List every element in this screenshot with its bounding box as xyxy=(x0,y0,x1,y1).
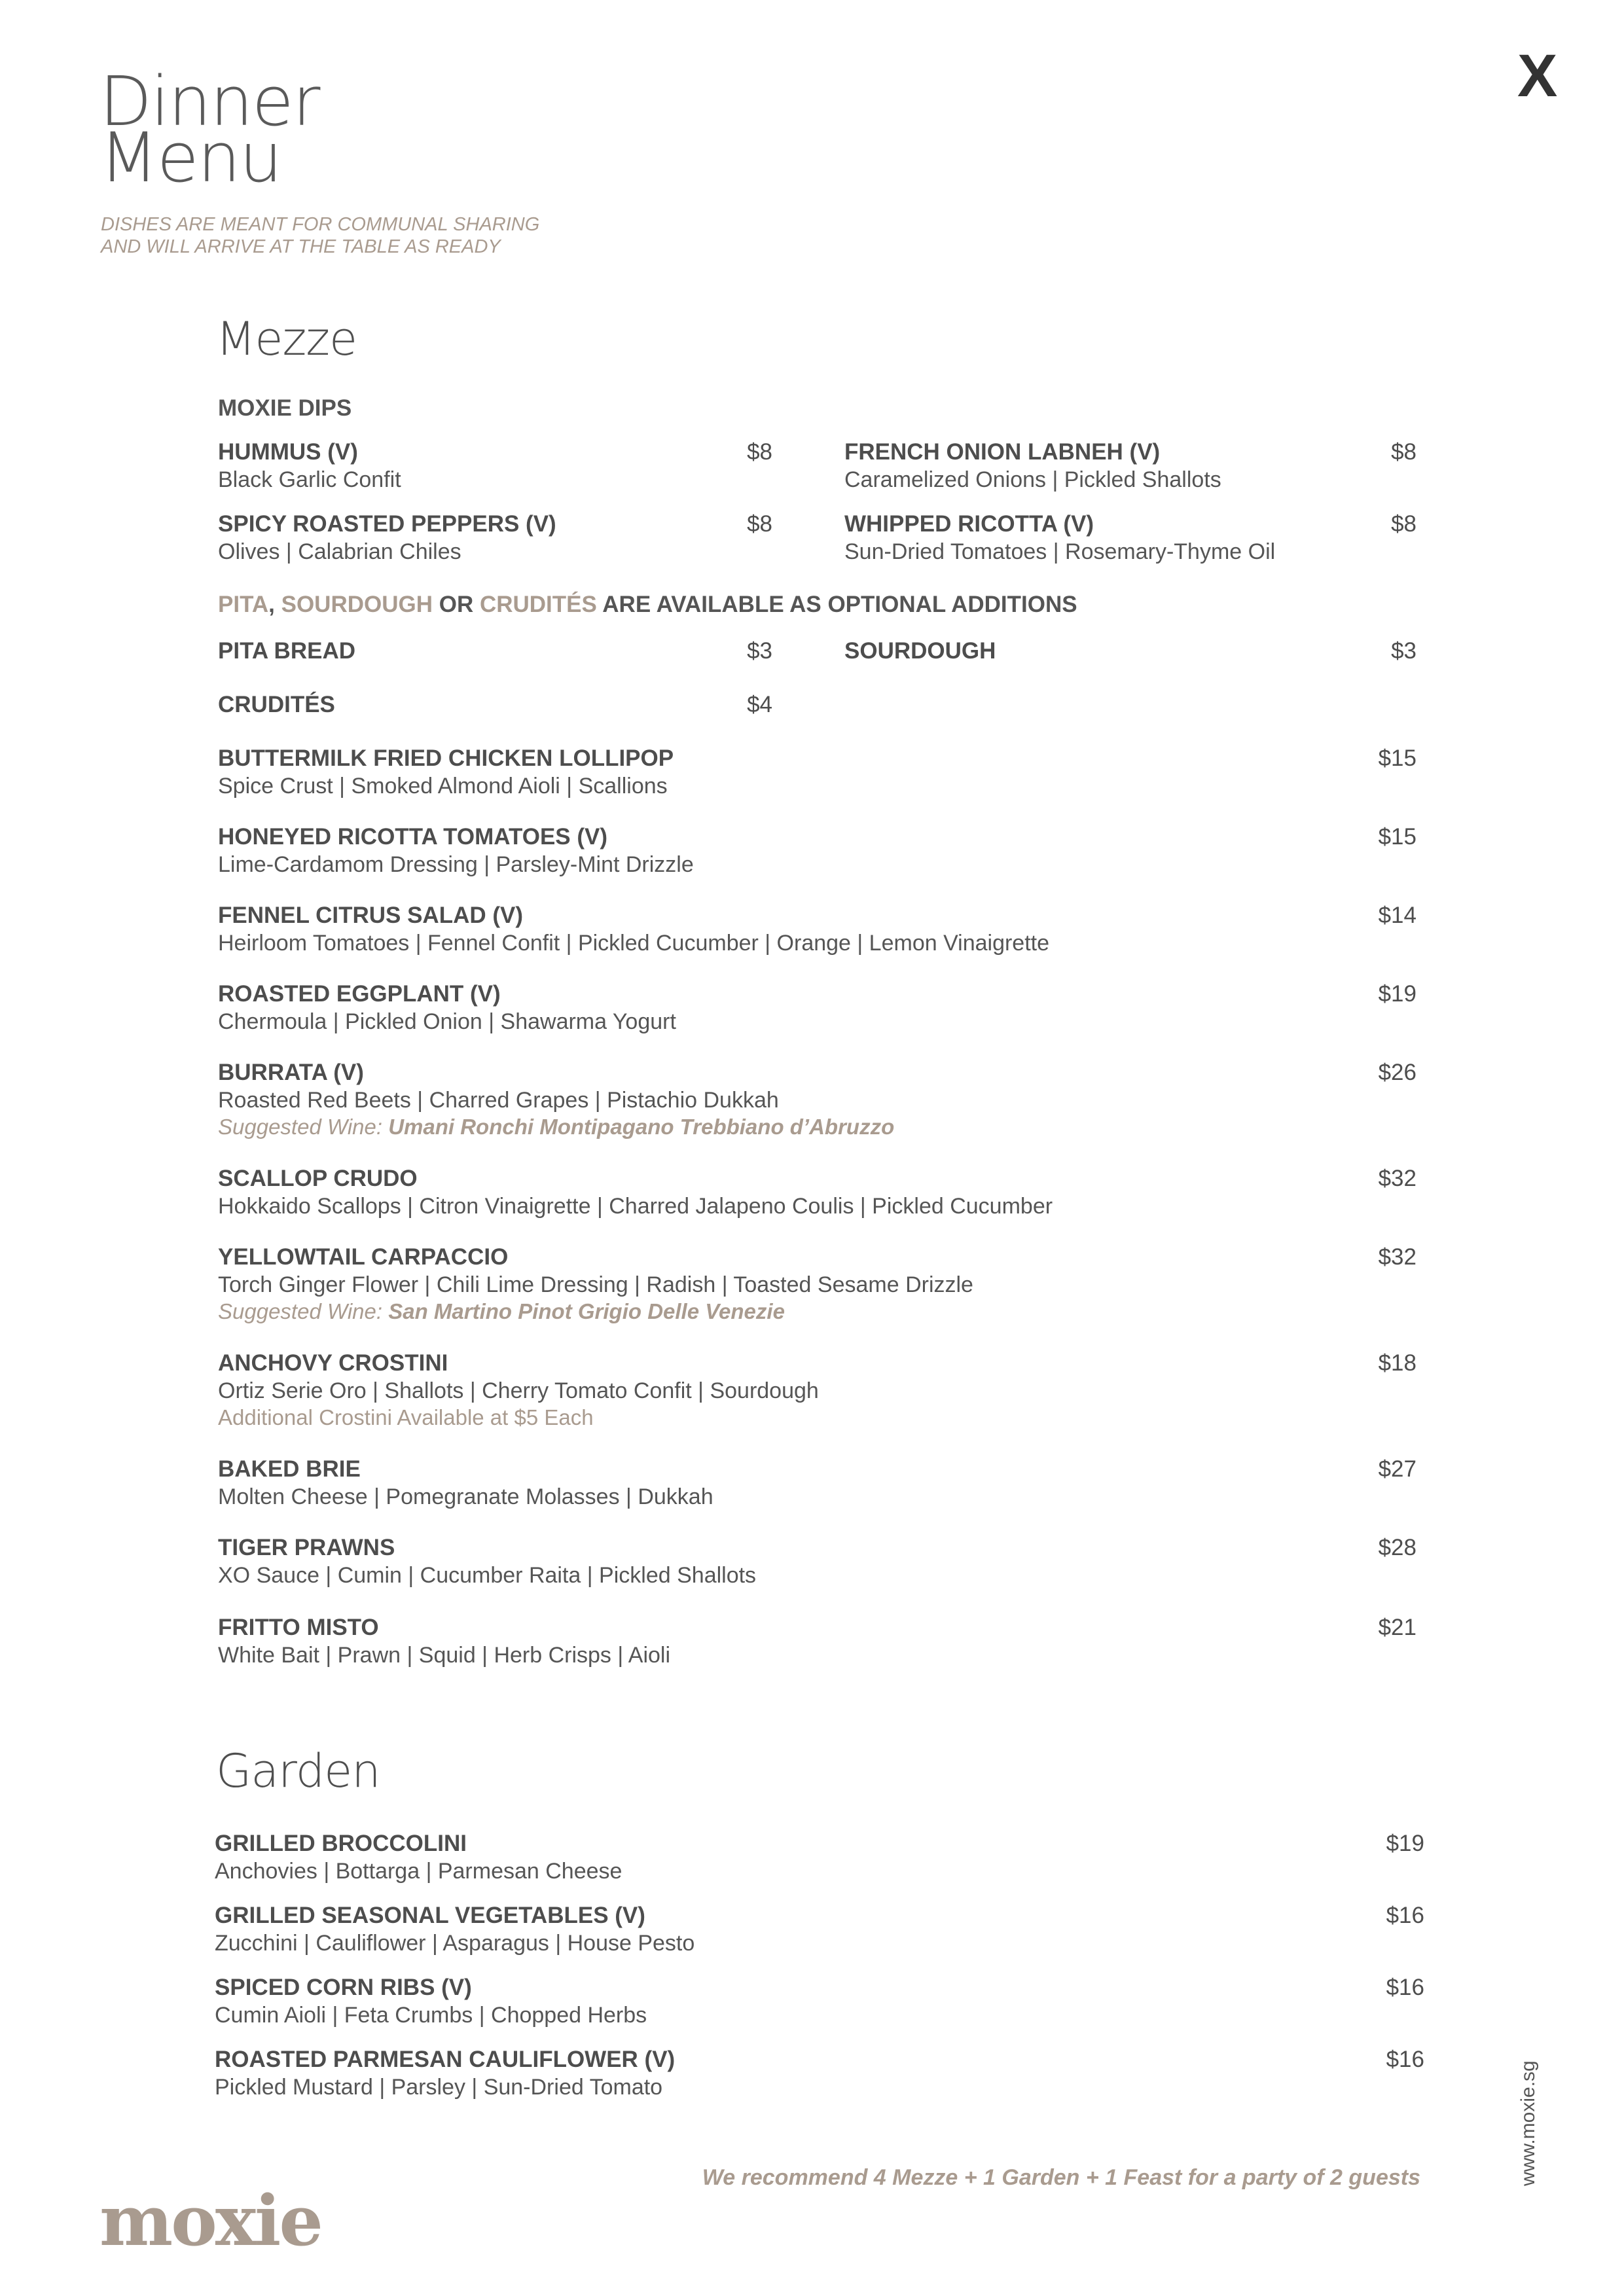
menu-item xyxy=(218,511,556,565)
item-name: YELLOWTAIL CARPACCIO xyxy=(218,1244,509,1270)
website-link[interactable]: www.moxie.sg xyxy=(1517,2060,1539,2186)
item-desc: Olives | Calabrian Chiles xyxy=(218,539,461,564)
item-name: PITA BREAD xyxy=(218,638,355,664)
wine-label: Suggested Wine: xyxy=(218,1115,389,1139)
item-note: Additional Crostini Available at $5 Each xyxy=(218,1405,594,1429)
item-desc: Anchovies | Bottarga | Parmesan Cheese xyxy=(215,1859,623,1884)
item-name: FRENCH ONION LABNEH (V) xyxy=(844,439,1161,465)
item-price: $16 xyxy=(1386,1903,1424,1928)
item-price: $27 xyxy=(1378,1456,1416,1482)
subtitle-line-2: AND WILL ARRIVE AT THE TABLE AS READY xyxy=(101,236,501,257)
menu-item xyxy=(218,980,676,1035)
section-title-mezze: Mezze xyxy=(216,312,357,366)
item-name: BURRATA (V) xyxy=(218,1060,364,1085)
item-desc: Cumin Aioli | Feta Crumbs | Chopped Herbs xyxy=(215,2003,647,2028)
item-price: $26 xyxy=(1378,1060,1416,1085)
title-line-1: Dinner xyxy=(99,62,319,141)
item-name: SOURDOUGH xyxy=(844,638,996,664)
menu-item xyxy=(218,691,335,719)
item-price: $8 xyxy=(747,511,772,537)
item-desc: Lime-Cardamom Dressing | Parsley-Mint Drizzle xyxy=(218,852,694,877)
menu-item xyxy=(215,1830,622,1885)
moxie-logo: moxie xyxy=(99,2179,321,2261)
item-desc: Heirloom Tomatoes | Fennel Confit | Pickled Cucumber | Orange | Lemon Vinaigrette xyxy=(218,931,1050,956)
item-price: $14 xyxy=(1378,903,1416,928)
section-title-garden: Garden xyxy=(216,1744,380,1798)
menu-item xyxy=(215,1974,647,2029)
item-desc: XO Sauce | Cumin | Cucumber Raita | Pickled Shallots xyxy=(218,1563,757,1588)
item-price: $8 xyxy=(747,439,772,465)
item-price: $32 xyxy=(1378,1244,1416,1270)
menu-item xyxy=(218,1059,894,1140)
wine-label: Suggested Wine: xyxy=(218,1299,389,1323)
item-name: ANCHOVY CROSTINI xyxy=(218,1350,448,1376)
menu-item xyxy=(218,1244,973,1325)
menu-item xyxy=(218,823,694,878)
item-desc: Sun-Dried Tomatoes | Rosemary-Thyme Oil xyxy=(844,539,1276,564)
menu-item xyxy=(218,1165,1053,1220)
menu-item xyxy=(218,1534,756,1589)
item-price: $16 xyxy=(1386,1975,1424,2000)
menu-item xyxy=(215,2046,675,2101)
item-desc: Molten Cheese | Pomegranate Molasses | Dukkah xyxy=(218,1484,713,1509)
item-name: GRILLED BROCCOLINI xyxy=(215,1831,467,1856)
wine-name: San Martino Pinot Grigio Delle Venezie xyxy=(388,1299,785,1323)
item-price: $3 xyxy=(1391,638,1416,664)
page-title xyxy=(99,62,319,198)
additions-comma: , xyxy=(268,592,281,617)
wine-name: Umani Ronchi Montipagano Trebbiano d’Abruzzo xyxy=(388,1115,895,1139)
item-price: $15 xyxy=(1378,824,1416,850)
item-desc: Spice Crust | Smoked Almond Aioli | Scallions xyxy=(218,774,668,798)
item-desc: Hokkaido Scallops | Citron Vinaigrette | Charred Jalapeno Coulis | Pickled Cucumber xyxy=(218,1194,1053,1219)
item-desc: Caramelized Onions | Pickled Shallots xyxy=(844,467,1221,492)
additions-crudites: CRUDITÉS xyxy=(479,592,597,617)
menu-item xyxy=(844,637,996,665)
subtitle-line-1: DISHES ARE MEANT FOR COMMUNAL SHARING xyxy=(101,214,540,235)
item-price: $16 xyxy=(1386,2047,1424,2072)
menu-item xyxy=(215,1902,695,1957)
suggested-wine xyxy=(218,1299,973,1325)
item-desc: Pickled Mustard | Parsley | Sun-Dried Tomato xyxy=(215,2075,663,2100)
item-desc: White Bait | Prawn | Squid | Herb Crisps | Aioli xyxy=(218,1643,671,1668)
item-name: BAKED BRIE xyxy=(218,1456,361,1482)
item-desc: Roasted Red Beets | Charred Grapes | Pistachio Dukkah xyxy=(218,1088,779,1113)
additions-rest: ARE AVAILABLE AS OPTIONAL ADDITIONS xyxy=(596,592,1077,617)
item-name: GRILLED SEASONAL VEGETABLES (V) xyxy=(215,1903,645,1928)
menu-item xyxy=(218,902,1049,957)
item-name: SCALLOP CRUDO xyxy=(218,1166,418,1191)
menu-item xyxy=(218,1350,819,1431)
item-name: BUTTERMILK FRIED CHICKEN LOLLIPOP xyxy=(218,745,674,771)
suggested-wine xyxy=(218,1114,894,1140)
item-price: $18 xyxy=(1378,1350,1416,1376)
item-desc: Chermoula | Pickled Onion | Shawarma Yogurt xyxy=(218,1009,676,1034)
item-price: $32 xyxy=(1378,1166,1416,1191)
item-desc: Torch Ginger Flower | Chili Lime Dressing | Radish | Toasted Sesame Drizzle xyxy=(218,1272,973,1297)
item-name: CRUDITÉS xyxy=(218,692,335,717)
item-name: FRITTO MISTO xyxy=(218,1615,379,1640)
item-price: $8 xyxy=(1391,511,1416,537)
menu-item xyxy=(844,511,1275,565)
item-name: SPICED CORN RIBS (V) xyxy=(215,1975,472,2000)
menu-item xyxy=(218,1456,713,1511)
dips-label: MOXIE DIPS xyxy=(218,395,352,421)
menu-item xyxy=(218,1614,670,1669)
item-name: ROASTED PARMESAN CAULIFLOWER (V) xyxy=(215,2047,676,2072)
item-price: $28 xyxy=(1378,1535,1416,1560)
menu-item xyxy=(218,637,355,665)
item-price: $19 xyxy=(1378,981,1416,1007)
item-name: HONEYED RICOTTA TOMATOES (V) xyxy=(218,824,608,850)
item-desc: Zucchini | Cauliflower | Asparagus | House Pesto xyxy=(215,1931,695,1956)
item-price: $4 xyxy=(747,692,772,717)
additions-sourdough: SOURDOUGH xyxy=(281,592,433,617)
item-name: SPICY ROASTED PEPPERS (V) xyxy=(218,511,556,537)
item-price: $19 xyxy=(1386,1831,1424,1856)
item-name: ROASTED EGGPLANT (V) xyxy=(218,981,501,1007)
additions-note xyxy=(218,592,1077,618)
recommendation-note: We recommend 4 Mezze + 1 Garden + 1 Feast for a party of 2 guests xyxy=(702,2165,1420,2190)
item-desc: Black Garlic Confit xyxy=(218,467,401,492)
item-name: HUMMUS (V) xyxy=(218,439,358,465)
page-subtitle xyxy=(101,213,539,258)
menu-item xyxy=(218,439,401,493)
close-icon[interactable]: X xyxy=(1517,43,1558,109)
additions-or: OR xyxy=(433,592,480,617)
menu-item xyxy=(844,439,1221,493)
item-price: $21 xyxy=(1378,1615,1416,1640)
title-line-2: Menu xyxy=(99,118,281,198)
menu-item xyxy=(218,745,674,800)
item-price: $3 xyxy=(747,638,772,664)
item-price: $15 xyxy=(1378,745,1416,771)
item-name: TIGER PRAWNS xyxy=(218,1535,395,1560)
item-name: FENNEL CITRUS SALAD (V) xyxy=(218,903,524,928)
item-name: WHIPPED RICOTTA (V) xyxy=(844,511,1094,537)
item-price: $8 xyxy=(1391,439,1416,465)
additions-pita: PITA xyxy=(218,592,269,617)
item-desc: Ortiz Serie Oro | Shallots | Cherry Tomato Confit | Sourdough xyxy=(218,1378,819,1403)
